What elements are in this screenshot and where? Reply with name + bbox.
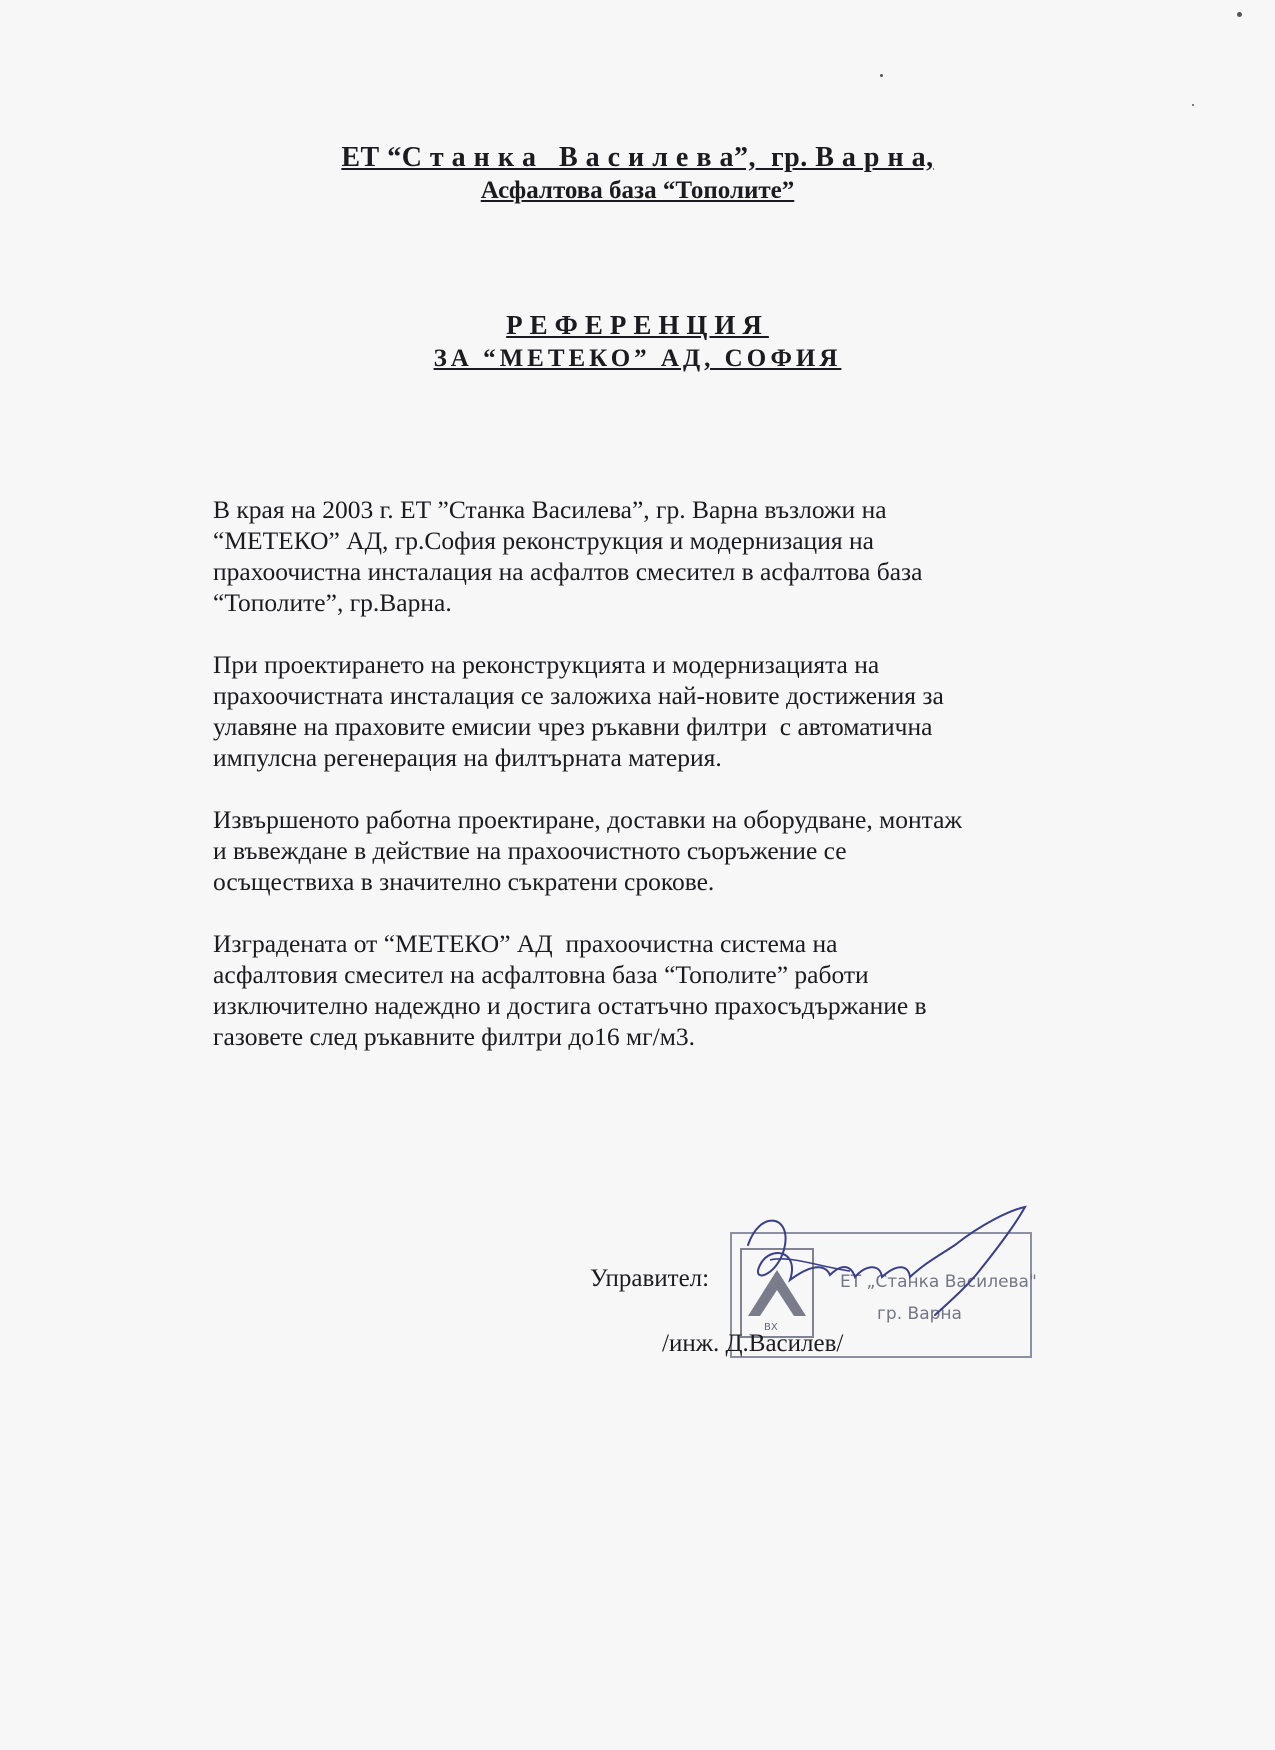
paragraph-2 (213, 649, 1093, 773)
body-line: импулсна регенерация на филтърната материя. (213, 743, 722, 772)
stamp-text-company: ЕТ „Станка Василева" (840, 1272, 1037, 1292)
body-line: прахоочистната инсталация се заложиха най-новите достижения за (213, 681, 944, 710)
body-line: Изградената от “МЕТЕКО” АД прахоочистна система на (213, 929, 838, 958)
paragraph-3 (213, 804, 1093, 897)
body-line: улавяне на праховите емисии чрез ръкавни филтри с автоматична (213, 712, 933, 741)
paragraph-4 (213, 928, 1093, 1052)
body-line: осъществиха в значително съкратени срокове. (213, 867, 715, 896)
body-line: В края на 2003 г. ЕТ ”Станка Василева”, гр. Варна възложи на (213, 495, 887, 524)
scan-speck (1192, 104, 1194, 106)
stamp-text-city: гр. Варна (877, 1304, 962, 1324)
body-line: При проектирането на реконструкцията и модернизацията на (213, 650, 880, 679)
body-line: асфалтовия смесител на асфалтовна база “Тополите” работи (213, 960, 869, 989)
company-name: ЕТ “С т а н к а В а с и л е в а”, гр. В а р н а, (341, 142, 934, 173)
letter-body (213, 494, 1093, 1083)
body-line: “МЕТЕКО” АД, гр.София реконструкция и модернизация на (213, 526, 874, 555)
body-line: Извършеното работна проектиране, доставки на оборудване, монтаж (213, 805, 963, 834)
body-line: изключително надеждно и достига остатъчно прахосъдържание в (213, 991, 927, 1020)
paragraph-1 (213, 494, 1093, 618)
body-line: прахоочистна инсталация на асфалтов смесител в асфалтова база (213, 557, 923, 586)
document-title (0, 308, 1275, 376)
signature-role: Управител: (590, 1265, 710, 1292)
scan-speck (1237, 12, 1242, 17)
handwritten-signature (730, 1205, 1050, 1335)
body-line: и въвеждане в действие на прахоочистното съоръжение се (213, 836, 847, 865)
letterhead (0, 140, 1275, 206)
company-site: Асфалтова база “Тополите” (480, 177, 795, 204)
title-heading: РЕФЕРЕНЦИЯ (506, 310, 769, 340)
signatory-name: /инж. Д.Василев/ (662, 1330, 844, 1357)
stamp-logo-text: ВХ (764, 1322, 778, 1333)
scan-speck (880, 74, 883, 77)
title-subject: ЗА “МЕТЕКО” АД, СОФИЯ (433, 345, 842, 372)
body-line: “Тополите”, гр.Варна. (213, 588, 452, 617)
body-line: газовете след ръкавните филтри до16 мг/м3. (213, 1022, 695, 1051)
